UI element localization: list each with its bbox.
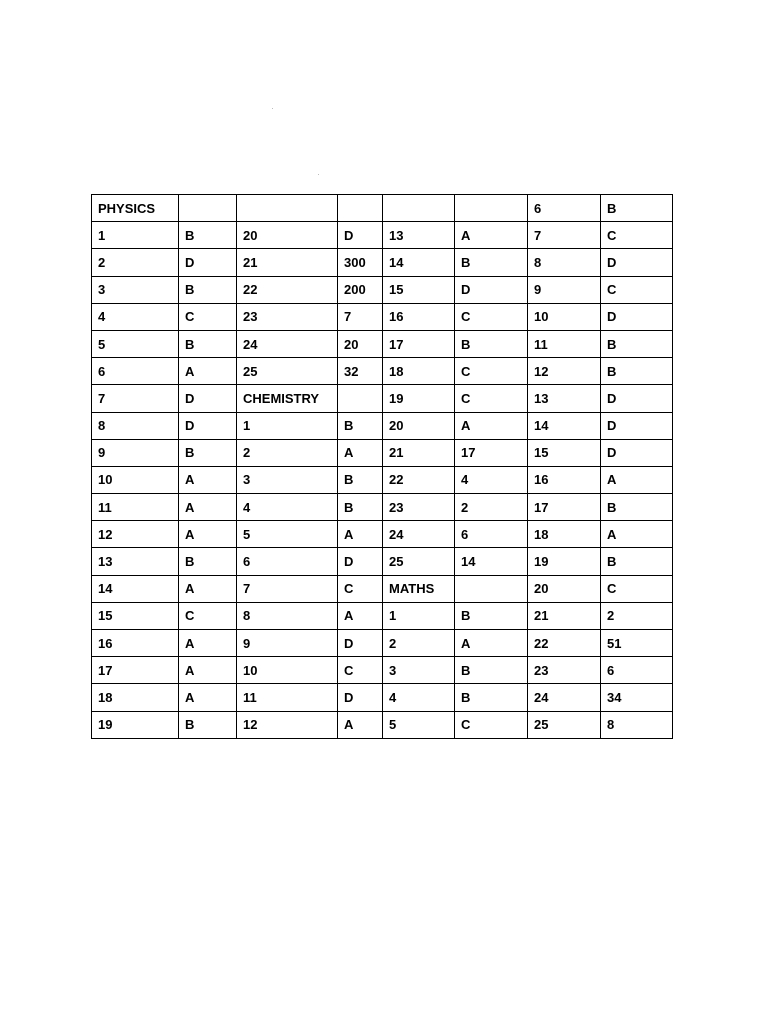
table-cell: 8 bbox=[601, 711, 673, 738]
table-cell: 22 bbox=[237, 276, 338, 303]
table-cell: 11 bbox=[237, 684, 338, 711]
table-cell: 18 bbox=[528, 521, 601, 548]
table-row bbox=[92, 439, 673, 466]
table-cell: 24 bbox=[383, 521, 455, 548]
table-cell: 10 bbox=[237, 657, 338, 684]
table-cell: 5 bbox=[237, 521, 338, 548]
table-cell: A bbox=[455, 412, 528, 439]
table-row bbox=[92, 330, 673, 357]
table-cell: 8 bbox=[237, 602, 338, 629]
table-cell: C bbox=[601, 575, 673, 602]
table-cell bbox=[455, 195, 528, 222]
answer-key-table bbox=[91, 194, 673, 739]
table-cell: B bbox=[179, 439, 237, 466]
table-cell: B bbox=[179, 330, 237, 357]
table-cell: A bbox=[179, 521, 237, 548]
table-cell: 14 bbox=[92, 575, 179, 602]
table-cell: 10 bbox=[92, 466, 179, 493]
scan-speck bbox=[272, 108, 273, 109]
table-row bbox=[92, 222, 673, 249]
answer-key-body bbox=[92, 195, 673, 739]
table-cell: A bbox=[179, 466, 237, 493]
table-cell: 13 bbox=[383, 222, 455, 249]
table-cell: 11 bbox=[92, 494, 179, 521]
table-cell: 200 bbox=[338, 276, 383, 303]
table-cell: A bbox=[338, 439, 383, 466]
table-cell: 6 bbox=[237, 548, 338, 575]
table-cell: D bbox=[601, 385, 673, 412]
table-cell: 20 bbox=[383, 412, 455, 439]
table-cell: 2 bbox=[601, 602, 673, 629]
table-cell: B bbox=[455, 684, 528, 711]
table-row bbox=[92, 494, 673, 521]
table-cell: 16 bbox=[92, 630, 179, 657]
table-cell: A bbox=[179, 684, 237, 711]
table-cell: C bbox=[601, 222, 673, 249]
table-cell: 20 bbox=[237, 222, 338, 249]
table-cell: 7 bbox=[528, 222, 601, 249]
table-cell: D bbox=[338, 222, 383, 249]
scan-speck bbox=[318, 174, 319, 175]
table-cell: 8 bbox=[92, 412, 179, 439]
table-cell: 9 bbox=[237, 630, 338, 657]
table-cell: 15 bbox=[92, 602, 179, 629]
table-cell bbox=[338, 195, 383, 222]
table-cell: 6 bbox=[92, 358, 179, 385]
table-cell: 18 bbox=[92, 684, 179, 711]
table-row bbox=[92, 684, 673, 711]
table-cell: A bbox=[601, 521, 673, 548]
table-cell: 21 bbox=[528, 602, 601, 629]
table-cell bbox=[338, 385, 383, 412]
table-row bbox=[92, 195, 673, 222]
table-cell: 5 bbox=[383, 711, 455, 738]
table-cell: A bbox=[179, 657, 237, 684]
table-cell: B bbox=[179, 711, 237, 738]
table-cell: 17 bbox=[528, 494, 601, 521]
table-cell: A bbox=[601, 466, 673, 493]
table-cell: 2 bbox=[237, 439, 338, 466]
table-cell: D bbox=[179, 249, 237, 276]
table-cell: D bbox=[179, 385, 237, 412]
table-cell: 14 bbox=[528, 412, 601, 439]
table-cell: 15 bbox=[383, 276, 455, 303]
table-cell: A bbox=[455, 222, 528, 249]
table-row bbox=[92, 630, 673, 657]
table-cell: 13 bbox=[92, 548, 179, 575]
table-cell: 12 bbox=[528, 358, 601, 385]
table-cell: 24 bbox=[528, 684, 601, 711]
table-cell: C bbox=[179, 602, 237, 629]
table-cell: B bbox=[338, 412, 383, 439]
table-cell: 18 bbox=[383, 358, 455, 385]
table-cell: D bbox=[338, 630, 383, 657]
table-cell: 10 bbox=[528, 303, 601, 330]
table-cell: 3 bbox=[92, 276, 179, 303]
table-cell: 4 bbox=[455, 466, 528, 493]
table-row bbox=[92, 602, 673, 629]
table-row bbox=[92, 249, 673, 276]
table-cell: 2 bbox=[383, 630, 455, 657]
table-cell: D bbox=[601, 303, 673, 330]
table-cell: 7 bbox=[92, 385, 179, 412]
table-cell: 7 bbox=[338, 303, 383, 330]
table-cell: C bbox=[455, 303, 528, 330]
table-cell: 12 bbox=[92, 521, 179, 548]
table-row bbox=[92, 466, 673, 493]
table-cell: 6 bbox=[601, 657, 673, 684]
table-row bbox=[92, 276, 673, 303]
table-cell: 14 bbox=[455, 548, 528, 575]
table-cell: 21 bbox=[237, 249, 338, 276]
table-cell: 20 bbox=[528, 575, 601, 602]
table-cell: B bbox=[338, 494, 383, 521]
table-row bbox=[92, 711, 673, 738]
table-cell: 17 bbox=[455, 439, 528, 466]
table-cell: 17 bbox=[92, 657, 179, 684]
table-cell: 19 bbox=[92, 711, 179, 738]
table-cell: 14 bbox=[383, 249, 455, 276]
table-cell: 24 bbox=[237, 330, 338, 357]
table-cell: 4 bbox=[92, 303, 179, 330]
table-cell: B bbox=[179, 548, 237, 575]
table-cell: C bbox=[455, 358, 528, 385]
table-cell: 2 bbox=[455, 494, 528, 521]
table-cell: D bbox=[179, 412, 237, 439]
table-cell: 32 bbox=[338, 358, 383, 385]
table-cell: 4 bbox=[383, 684, 455, 711]
table-cell: A bbox=[338, 521, 383, 548]
table-row bbox=[92, 548, 673, 575]
table-cell: 9 bbox=[92, 439, 179, 466]
table-cell: 8 bbox=[528, 249, 601, 276]
table-cell: 1 bbox=[92, 222, 179, 249]
table-cell: B bbox=[179, 222, 237, 249]
table-cell: C bbox=[338, 575, 383, 602]
table-cell: D bbox=[601, 249, 673, 276]
table-cell: 23 bbox=[383, 494, 455, 521]
table-cell: 3 bbox=[383, 657, 455, 684]
table-cell: B bbox=[601, 548, 673, 575]
table-cell: 300 bbox=[338, 249, 383, 276]
table-cell: 6 bbox=[528, 195, 601, 222]
table-cell bbox=[455, 575, 528, 602]
table-cell: C bbox=[455, 385, 528, 412]
table-row bbox=[92, 657, 673, 684]
table-cell: C bbox=[338, 657, 383, 684]
table-cell: B bbox=[601, 195, 673, 222]
table-cell: D bbox=[601, 439, 673, 466]
table-cell: 4 bbox=[237, 494, 338, 521]
table-cell bbox=[179, 195, 237, 222]
table-cell: 25 bbox=[528, 711, 601, 738]
table-cell: 1 bbox=[383, 602, 455, 629]
table-cell: D bbox=[338, 684, 383, 711]
table-cell: 25 bbox=[237, 358, 338, 385]
table-cell: B bbox=[601, 330, 673, 357]
table-cell: 34 bbox=[601, 684, 673, 711]
table-cell: 12 bbox=[237, 711, 338, 738]
table-cell: 19 bbox=[383, 385, 455, 412]
table-cell: 11 bbox=[528, 330, 601, 357]
table-cell: 17 bbox=[383, 330, 455, 357]
table-row bbox=[92, 521, 673, 548]
table-cell bbox=[383, 195, 455, 222]
table-cell: 15 bbox=[528, 439, 601, 466]
table-cell: 2 bbox=[92, 249, 179, 276]
table-cell: A bbox=[179, 575, 237, 602]
table-cell: B bbox=[455, 249, 528, 276]
table-cell: 23 bbox=[237, 303, 338, 330]
table-cell: 21 bbox=[383, 439, 455, 466]
table-cell: B bbox=[601, 358, 673, 385]
table-cell: B bbox=[455, 602, 528, 629]
table-row bbox=[92, 412, 673, 439]
table-cell: A bbox=[179, 358, 237, 385]
table-cell: C bbox=[601, 276, 673, 303]
table-cell: B bbox=[179, 276, 237, 303]
table-cell: C bbox=[455, 711, 528, 738]
table-cell: A bbox=[179, 630, 237, 657]
table-cell: D bbox=[338, 548, 383, 575]
table-cell: A bbox=[338, 711, 383, 738]
table-cell: MATHS bbox=[383, 575, 455, 602]
table-cell: B bbox=[338, 466, 383, 493]
table-cell: 6 bbox=[455, 521, 528, 548]
table-cell: A bbox=[455, 630, 528, 657]
table-cell: A bbox=[179, 494, 237, 521]
table-cell: 9 bbox=[528, 276, 601, 303]
table-cell: 23 bbox=[528, 657, 601, 684]
table-cell: D bbox=[601, 412, 673, 439]
table-cell: 5 bbox=[92, 330, 179, 357]
table-cell: CHEMISTRY bbox=[237, 385, 338, 412]
table-cell: 25 bbox=[383, 548, 455, 575]
table-cell: 13 bbox=[528, 385, 601, 412]
table-cell: B bbox=[455, 657, 528, 684]
table-row bbox=[92, 575, 673, 602]
table-cell: 7 bbox=[237, 575, 338, 602]
table-cell: 22 bbox=[383, 466, 455, 493]
table-cell bbox=[237, 195, 338, 222]
table-cell: D bbox=[455, 276, 528, 303]
table-cell: PHYSICS bbox=[92, 195, 179, 222]
table-cell: 20 bbox=[338, 330, 383, 357]
table-row bbox=[92, 385, 673, 412]
table-cell: 51 bbox=[601, 630, 673, 657]
table-cell: 1 bbox=[237, 412, 338, 439]
table-row bbox=[92, 303, 673, 330]
table-cell: 3 bbox=[237, 466, 338, 493]
table-cell: 16 bbox=[383, 303, 455, 330]
table-cell: C bbox=[179, 303, 237, 330]
table-cell: 22 bbox=[528, 630, 601, 657]
table-cell: 19 bbox=[528, 548, 601, 575]
table-cell: B bbox=[601, 494, 673, 521]
table-cell: B bbox=[455, 330, 528, 357]
table-cell: 16 bbox=[528, 466, 601, 493]
table-cell: A bbox=[338, 602, 383, 629]
table-row bbox=[92, 358, 673, 385]
